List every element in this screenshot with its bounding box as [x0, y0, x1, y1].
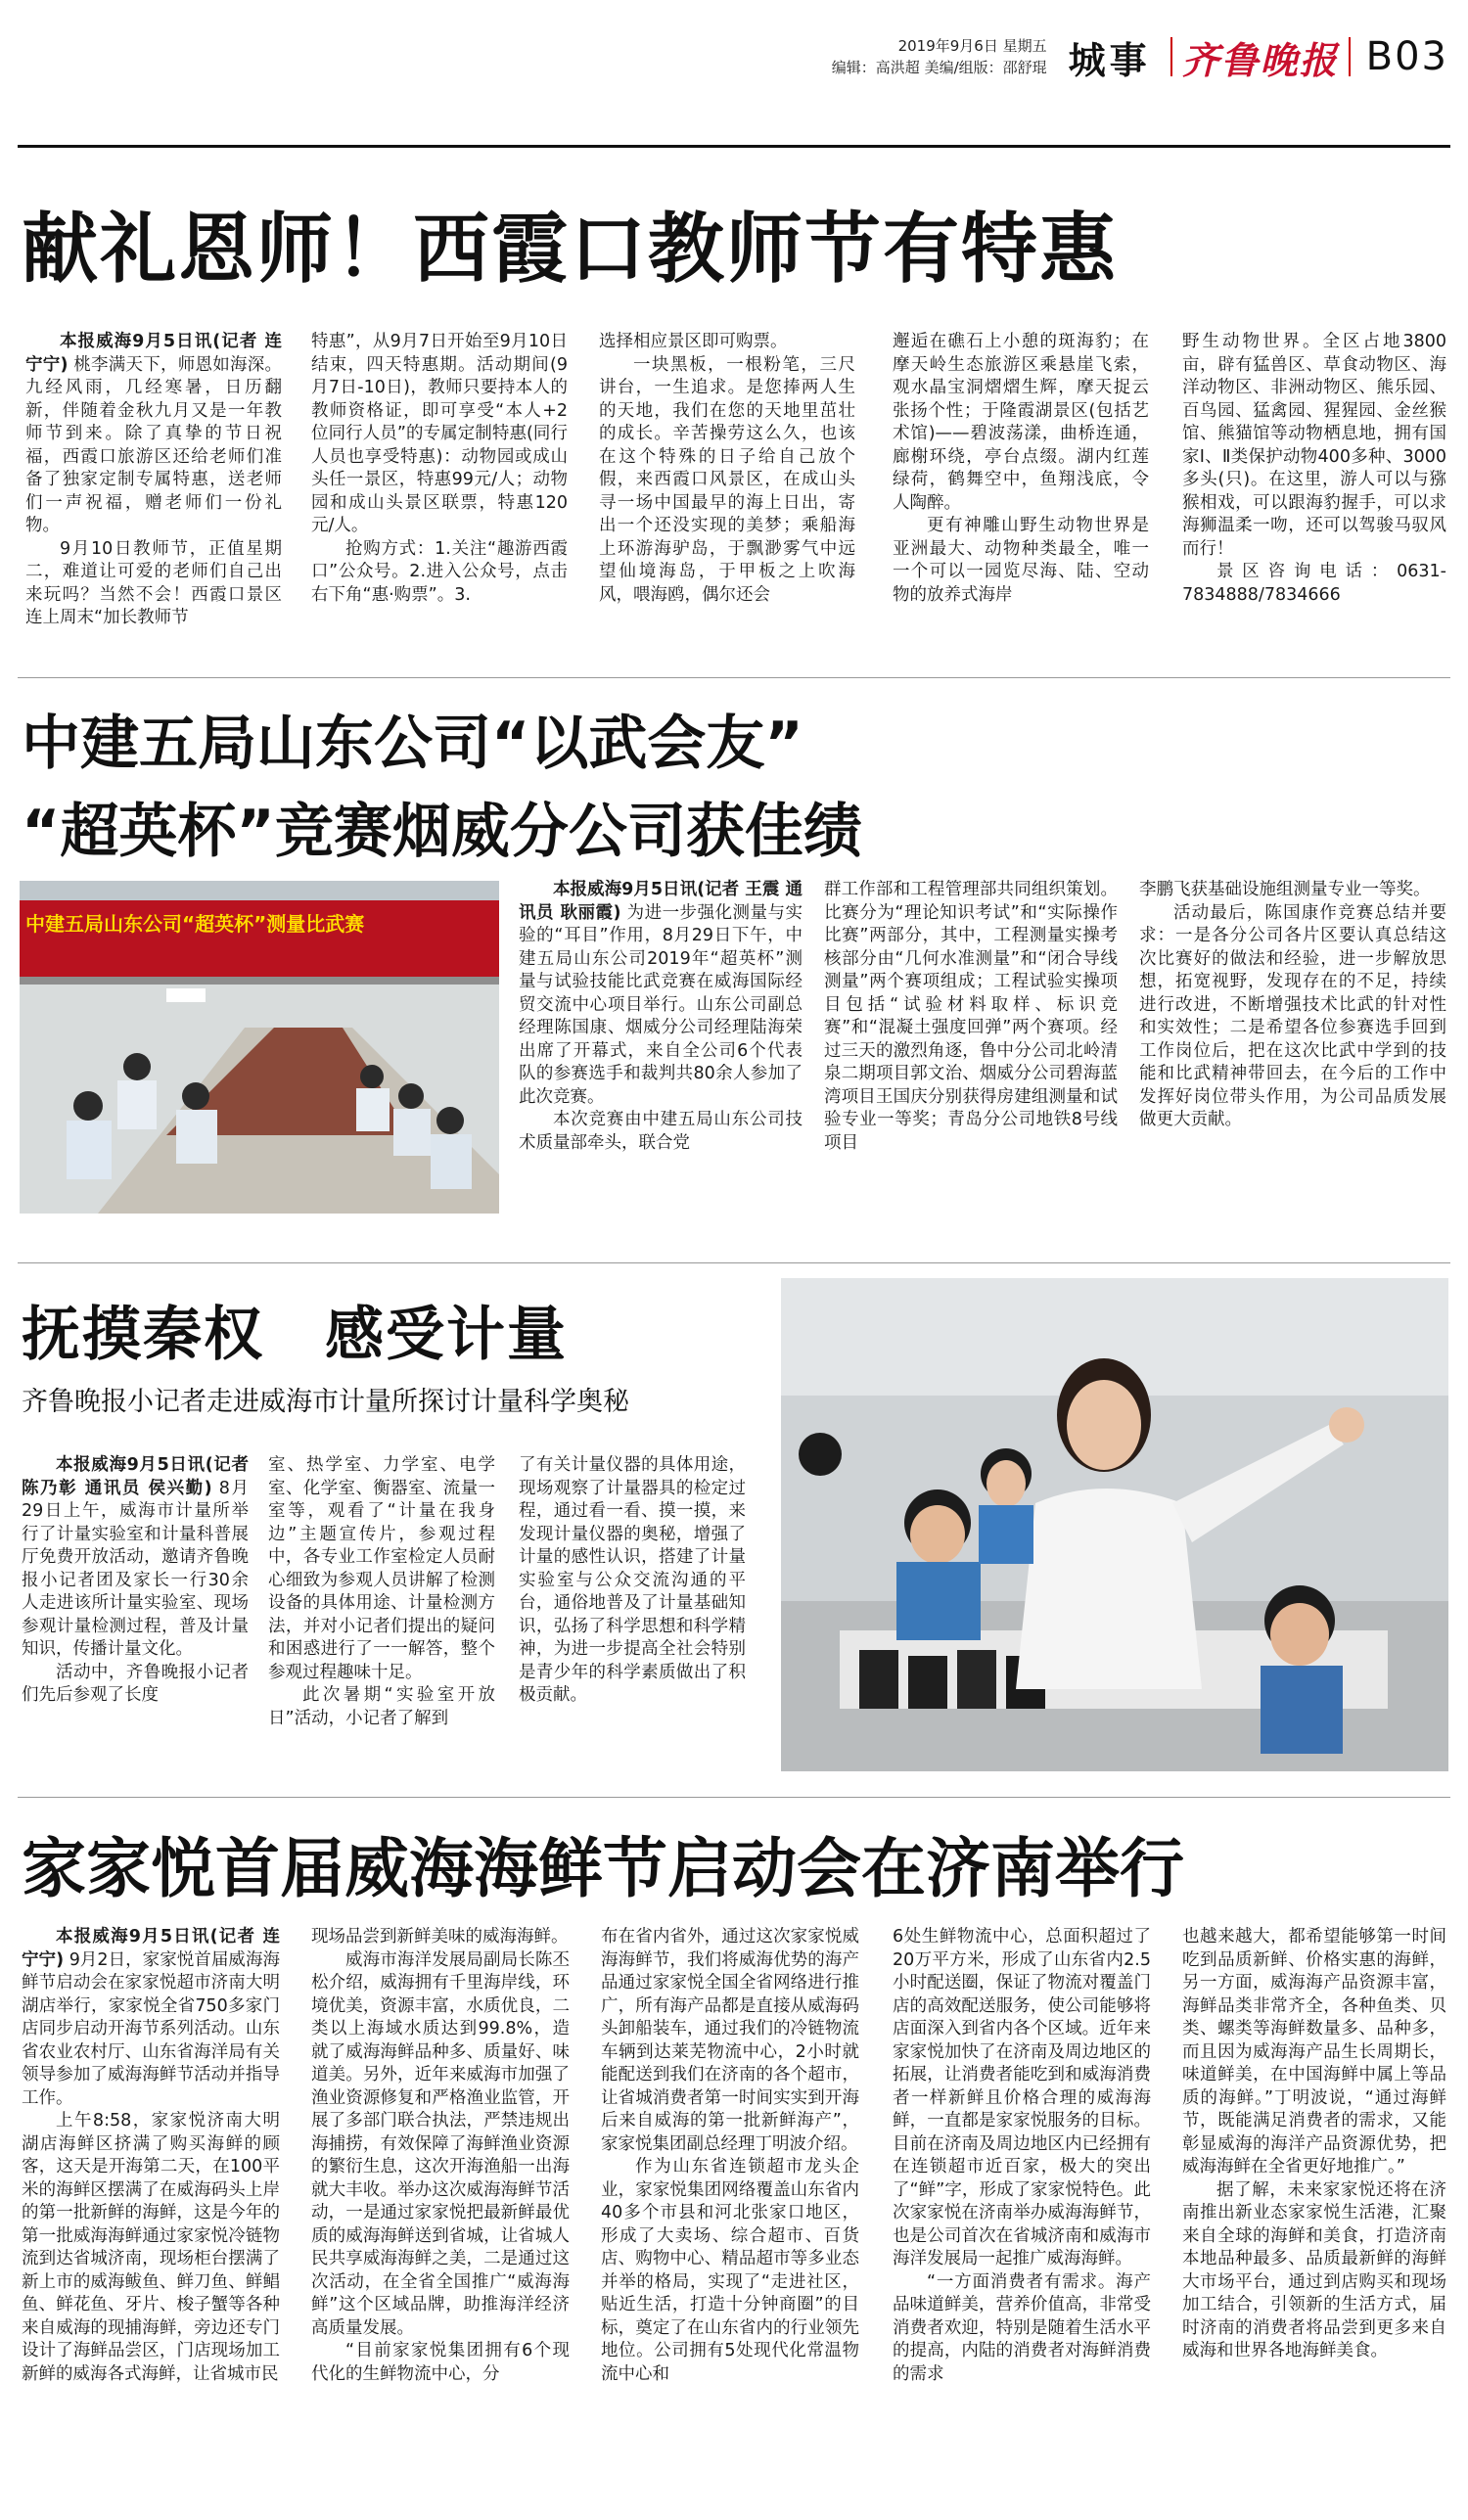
masthead-divider [1170, 37, 1172, 76]
article2-text: 活动最后，陈国康作竞赛总结并要求：一是各分公司各片区要认真总结这次比赛好的做法和经验，进一步解放思想，拓宽视野，发现存在的不足，持续进行改进，不断增强技术比武的针对性和实效性；二是希望各位参赛选手回到工作岗位后，把在这次比武中学到的技能和比武精神带回去，在今后的工作中发挥好岗位带头作用，为公司品质发展做更大贡献。 [1139, 902, 1446, 1129]
article1-column-5 [1182, 331, 1446, 607]
article4-column-4 [893, 1926, 1151, 2386]
article4-column-5 [1182, 1926, 1446, 2363]
article4-text: 布在省内省外，通过这次家家悦威海海鲜节，我们将威海优势的海产品通过家家悦全国全省网络进行推广，所有海产品都是直接从威海码头卸船装车，通过我们的冷链物流车辆到达莱芜物流中心，2小时就能配送到我们在济南的各个超市，让省城消费者第一时间实实到开海后来自威海的第一批新鲜海产”，家家悦集团副总经理丁明波介绍。 [601, 1927, 859, 2154]
masthead-info [832, 35, 1047, 78]
article1-column-1 [25, 331, 282, 630]
article4-column-3 [601, 1926, 859, 2386]
article1-text: 桃李满天下，师恩如海深。九经风雨，几经寒暑，日历翻新，伴随着金秋九月又是一年教师节到来。除了真挚的节日祝福，西霞口旅游区还给老师们准备了独家定制专属特惠，送老师们一声祝福，赠老师们一份礼物。 [25, 354, 283, 535]
article3-headline: 抚摸秦权 感受计量 [22, 1301, 568, 1369]
lab-visit-image [781, 1278, 1448, 1771]
article1-column-2 [311, 331, 568, 607]
article1-text: 特惠”，从9月7日开始至9月10日结束，四天特惠期。活动期间(9月7日-10日)，教师只要持本人的教师资格证，即可享受“本人+2位同行人员”的专属定制特惠(同行人员也享受特惠)：动物园或成山头任一景区，特惠99元/人；动物园和成山头景区联票，特惠120元/人。 [311, 332, 568, 535]
article1-text: 一块黑板，一根粉笔，三尺讲台，一生追求。是您捧两人生的天地，我们在您的天地里茁壮的成长。辛苦操劳这么久，也该在这个特殊的日子给自己放个假，来西霞口风景区，在成山头寻一场中国最早的海上日出，寄出一个还没实现的美梦；乘船海上环游海驴岛，于飘渺雾气中远望仙境海岛，于甲板之上吹海风，喂海鸥，偶尔还会 [599, 354, 855, 605]
article4-lead: 本报威海9月5日讯(记者 连宁宁) [22, 1927, 280, 1970]
article4-text: 作为山东省连锁超市龙头企业，家家悦集团网络覆盖山东省内40多个市县和河北张家口地区，形成了大卖场、综合超市、百货店、购物中心、精品超市等多业态并举的格局，实现了“走进社区，贴近生活，打造十分钟商圈”的目标，奠定了在山东省内的行业领先地位。公司拥有5处现代化常温物流中心和 [601, 2157, 859, 2384]
article2-photo [20, 881, 499, 1214]
section-divider [18, 1262, 1450, 1263]
article1-text: 更有神雕山野生动物世界是亚洲最大、动物种类最全，唯一一个可以一园览尽海、陆、空动物的放养式海岸 [893, 516, 1149, 605]
article2-headline-1: 中建五局山东公司“以武会友” [22, 710, 803, 778]
article3-text: 室、热学室、力学室、电学室、化学室、衡器室、流量一室等，观看了“计量在我身边”主题宣传片，参观过程中，各专业工作室检定人员耐心细致为参观人员讲解了检测设备的具体用途、计量检测方法，并对小记者们提出的疑问和困惑进行了一一解答，整个参观过程趣味十足。 [268, 1455, 495, 1682]
article3-column-3 [519, 1454, 746, 1708]
article2-lead: 本报威海9月5日讯(记者 王震 通讯员 耿丽霞) [519, 880, 803, 923]
newspaper-logo: 齐鲁晚报 [1181, 37, 1339, 82]
article3-column-1 [22, 1454, 249, 1708]
article1-headline: 献礼恩师！西霞口教师节有特惠 [22, 206, 1119, 294]
article1-column-4 [893, 331, 1149, 607]
article3-column-2 [268, 1454, 495, 1730]
masthead-divider [1349, 37, 1351, 76]
article3-lead: 本报威海9月5日讯(记者 陈乃彰 通讯员 侯兴勤) [22, 1455, 249, 1498]
page-number: B03 [1365, 34, 1448, 79]
article1-text: 景区咨询电话：0631-7834888/7834666 [1182, 562, 1446, 605]
article1-text: 选择相应景区即可购票。 [599, 332, 788, 351]
article2-column-3 [1139, 879, 1446, 1132]
article2-column-1 [519, 879, 803, 1155]
article4-text: 据了解，未来家家悦还将在济南推出新业态家家悦生活港，汇聚来自全球的海鲜和美食，打造济南本地品种最多、品质最新鲜的海鲜大市场平台，通过到店购买和现场加工结合，引领新的生活方式，届时济南的消费者将品尝到更多来自威海和世界各地海鲜美食。 [1182, 2179, 1446, 2360]
masthead [832, 27, 1448, 86]
article1-lead: 本报威海9月5日讯(记者 连宁宁) [25, 332, 282, 375]
article3-text: 了有关计量仪器的具体用途，现场观察了计量器具的检定过程，通过看一看、摸一摸，来发现计量仪器的奥秘，增强了计量的感性认识，搭建了计量实验室与公众交流沟通的平台，通俗地普及了计量基础知识，弘扬了科学思想和科学精神，为进一步提高全社会特别是青少年的科学素质做出了积极贡献。 [519, 1455, 746, 1705]
article1-text: 抢购方式：1.关注“趣游西霞口”公众号。2.进入公众号，点击右下角“惠·购票”。3. [311, 538, 568, 605]
article1-text: 野生动物世界。全区占地3800亩，辟有猛兽区、草食动物区、海洋动物区、非洲动物区、熊乐园、百鸟园、猛禽园、猩猩园、金丝猴馆、熊猫馆等动物栖息地，拥有国家Ⅰ、Ⅱ类保护动物400多种、3000多头(只)。在这里，游人可以与猕猴相戏，可以跟海豹握手，可以求海狮温柔一吻，还可以驾骏马驭风而行！ [1182, 332, 1446, 559]
article3-text: 8月29日上午，威海市计量所举行了计量实验室和计量科普展厅免费开放活动，邀请齐鲁晚报小记者团及家长一行30余人走进该所计量实验室、现场参观计量检测过程，普及计量知识，传播计量文化。 [22, 1478, 249, 1659]
article3-text: 活动中，齐鲁晚报小记者们先后参观了长度 [22, 1662, 249, 1705]
article4-text: 威海市海洋发展局副局长陈丕松介绍，威海拥有千里海岸线，环境优美，资源丰富，水质优良，二类以上海域水质达到99.8%，造就了威海海鲜品种多、质量好、味道美。另外，近年来威海市加强了渔业资源修复和严格渔业监管，开展了多部门联合执法，严禁违规出海捕捞，有效保障了海鲜渔业资源的繁衍生息，这次开海渔船一出海就大丰收。举办这次威海海鲜节活动，一是通过家家悦把最新鲜最优质的威海海鲜送到省城，让省城人民共享威海海鲜之美，二是通过这次活动，在全省全国推广“威海海鲜”这个区域品牌，助推海洋经济高质量发展。 [311, 1949, 570, 2338]
header-rule [18, 145, 1450, 148]
article2-text: 为进一步强化测量与实验的“耳目”作用，8月29日下午，中建五局山东公司2019年“超英杯”测量与试验技能比武竞赛在威海国际经贸交流中心项目举行。山东公司副总经理陈国康、烟威分公司经理陆海荣出席了开幕式，来自全公司6个代表队的参赛选手和裁判共80余人参加了此次竞赛。 [519, 902, 803, 1107]
article4-text: “一方面消费者有需求。海产品味道鲜美，营养价值高，非常受消费者欢迎，特别是随着生活水平的提高，内陆的消费者对海鲜消费的需求 [893, 2271, 1151, 2384]
article2-text: 本次竞赛由中建五局山东公司技术质量部牵头，联合党 [519, 1110, 803, 1153]
article2-headline-2: “超英杯”竞赛烟威分公司获佳绩 [22, 798, 862, 866]
article1-text: 9月10日教师节，正值星期二，难道让可爱的老师们自己出来玩吗？当然不会！西霞口景区连上周末“加长教师节 [25, 538, 282, 627]
article3-text: 此次暑期“实验室开放日”活动，小记者了解到 [268, 1685, 495, 1728]
article4-column-2 [311, 1926, 570, 2386]
editor-credits: 编辑：高洪超 美编/组版：邵舒琨 [831, 59, 1047, 76]
section-divider [18, 677, 1450, 678]
section-divider [18, 1797, 1450, 1798]
article1-column-3 [599, 331, 855, 607]
article3-photo [781, 1278, 1448, 1771]
article1-text: 邂逅在礁石上小憩的斑海豹；在摩天岭生态旅游区乘悬崖飞索，观水晶宝洞熠熠生辉，摩天捉云张扬个性；于隆霞湖景区(包括艺术馆)——碧波荡漾，曲桥连通，廊榭环绕，亭台点缀。湖内红莲绿荷，鹤舞空中，鱼翔浅底，令人陶醉。 [893, 332, 1149, 513]
article2-text: 李鹏飞获基础设施组测量专业一等奖。 [1139, 880, 1431, 899]
article4-text: 现场品尝到新鲜美味的威海海鲜。 [311, 1927, 569, 1947]
article4-text: “目前家家悦集团拥有6个现代化的生鲜物流中心，分 [311, 2341, 570, 2384]
article4-text: 9月2日，家家悦首届威海海鲜节启动会在家家悦超市济南大明湖店举行，家家悦全省750多家门店同步启动开海节系列活动。山东省农业农村厅、山东省海洋局有关领导参加了威海海鲜节活动并指导工作。 [22, 1949, 280, 2108]
issue-date: 2019年9月6日 星期五 [897, 37, 1047, 55]
article2-text: 群工作部和工程管理部共同组织策划。比赛分为“理论知识考试”和“实际操作比赛”两部分，其中，工程测量实操考核部分由“几何水准测量”和“闭合导线测量”两个赛项组成；工程试验实操项目包括“试验材料取样、标识竞赛”和“混凝土强度回弹”两个赛项。经过三天的激烈角逐，鲁中分公司北岭清泉二期项目郭文治、烟威分公司碧海蓝湾项目王国庆分别获得房建组测量和试验专业一等奖；青岛分公司地铁8号线项目 [824, 880, 1118, 1153]
article2-column-2 [824, 879, 1118, 1155]
article4-headline: 家家悦首届威海海鲜节启动会在济南举行 [22, 1831, 1184, 1906]
article4-text: 上午8:58，家家悦济南大明湖店海鲜区挤满了购买海鲜的顾客，这天是开海第二天，在100平米的海鲜区摆满了在威海码头上岸的第一批新鲜的海鲜，这是今年的第一批威海海鲜通过家家悦冷链物流到达省城济南，现场柜台摆满了新上市的威海鲅鱼、鲜刀鱼、鲜鲳鱼、鲜花鱼、牙片、梭子蟹等各种来自威海的现捕海鲜，旁边还专门设计了海鲜品尝区，门店现场加工新鲜的威海各式海鲜，让省城市民 [22, 2111, 280, 2384]
article4-text: 也越来越大，都希望能够第一时间吃到品质新鲜、价格实惠的海鲜，另一方面，威海海产品资源丰富，海鲜品类非常齐全，各种鱼类、贝类、螺类等海鲜数量多、品种多，而且因为威海海产品生长周期长，味道鲜美，在中国海鲜中属上等品质的海鲜。”丁明波说，“通过海鲜节，既能满足消费者的需求，又能彰显威海的海洋产品资源优势，把威海海鲜在全省更好地推广。” [1182, 1927, 1446, 2176]
article3-subhead: 齐鲁晚报小记者走进威海市计量所探讨计量科学奥秘 [22, 1387, 629, 1417]
section-name: 城事 [1068, 38, 1151, 82]
photo-banner-text: 中建五局山东公司“超英杯”测量比武赛 [25, 912, 365, 936]
article4-column-1 [22, 1926, 280, 2386]
article4-text: 6处生鲜物流中心，总面积超过了20万平方米，形成了山东省内2.5小时配送圈，保证了物流对覆盖门店的高效配送服务，使公司能够将店面深入到省内各个区域。近年来家家悦加快了在济南及周边地区的拓展，让消费者能吃到和威海消费者一样新鲜且价格合理的威海海鲜，一直都是家家悦服务的目标。目前在济南及周边地区内已经拥有在连锁超市近百家，极大的突出了“鲜”字，形成了家家悦特色。此次家家悦在济南举办威海海鲜节，也是公司首次在省城济南和威海市海洋发展局一起推广威海海鲜。 [893, 1927, 1151, 2268]
